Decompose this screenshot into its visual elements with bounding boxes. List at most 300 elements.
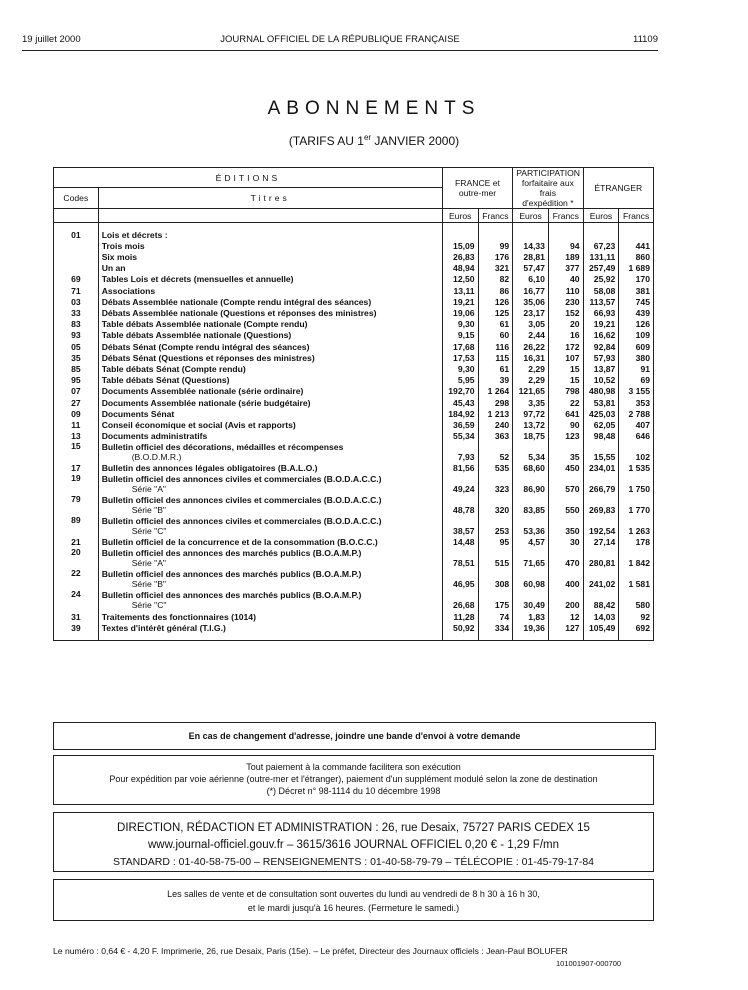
- row-value: 192,70: [442, 385, 478, 396]
- row-value: 9,15: [442, 329, 478, 340]
- row-value: 13,72: [513, 419, 549, 430]
- row-value: 74: [478, 610, 513, 621]
- row-title-text: Documents Assemblée nationale (série budgétaire): [101, 397, 311, 408]
- row-value: 53,36: [513, 515, 549, 536]
- payment-line: Tout paiement à la commande facilitera son exécution: [246, 762, 461, 772]
- row-code: [54, 262, 99, 273]
- row-code: 09: [54, 408, 99, 419]
- row-title-text: Débats Assemblée nationale (Questions et réponses des ministres): [101, 308, 377, 318]
- row-title-text: Documents administratifs: [101, 431, 208, 442]
- row-value: 86,90: [513, 473, 549, 494]
- row-code: 95: [54, 374, 99, 385]
- row-value: 67,23: [583, 240, 619, 251]
- row-value: 10,52: [583, 374, 619, 385]
- row-title: [98, 536, 442, 547]
- row-value: 16,77: [513, 284, 549, 295]
- row-value: 107: [548, 352, 583, 363]
- row-value: 35,06: [513, 296, 549, 307]
- row-value: 38,57: [442, 515, 478, 536]
- sales-line: Les salles de vente et de consultation sont ouvertes du lundi au vendredi de 8 h 30 à 16 h 30,: [167, 889, 540, 899]
- row-value: 48,94: [442, 262, 478, 273]
- row-subtitle: Série "A": [131, 484, 166, 495]
- row-value: 19,06: [442, 307, 478, 318]
- row-value: 18,75: [513, 430, 549, 441]
- row-value: 480,98: [583, 385, 619, 396]
- row-value: 57,47: [513, 262, 549, 273]
- row-title: [98, 622, 442, 633]
- row-title: Un an: [98, 262, 442, 273]
- row-value: 15,09: [442, 240, 478, 251]
- row-value: 9,30: [442, 318, 478, 329]
- row-value: 35: [548, 441, 583, 462]
- row-title: [98, 318, 442, 329]
- row-value: 78,51: [442, 547, 478, 568]
- row-code: 79: [54, 494, 99, 515]
- row-code: 11: [54, 419, 99, 430]
- row-value: 61: [478, 363, 513, 374]
- table-row: [54, 396, 654, 407]
- row-value: 334: [478, 622, 513, 633]
- table-row: [54, 419, 654, 430]
- row-value: 470: [548, 547, 583, 568]
- imprint-footer: Le numéro : 0,64 € - 4,20 F. Imprimerie, 26, rue Desaix, Paris (15e). – Le préfet, Directeur des Journaux officiels : Jean-Paul BOLUFER: [53, 946, 568, 956]
- row-code: 21: [54, 536, 99, 547]
- row-value: [478, 229, 513, 240]
- row-value: 99: [478, 240, 513, 251]
- row-title: [98, 441, 442, 462]
- titres-header: Titres: [98, 188, 442, 209]
- page-subtitle: (TARIFS AU 1er JANVIER 2000): [288, 133, 460, 148]
- row-value: 40: [548, 273, 583, 284]
- row-title-text: Conseil économique et social (Avis et rapports): [101, 419, 296, 430]
- row-value: 240: [478, 419, 513, 430]
- row-value: 269,83: [583, 494, 619, 515]
- row-value: 14,33: [513, 240, 549, 251]
- row-value: 16,31: [513, 352, 549, 363]
- row-code: 07: [54, 385, 99, 396]
- units-row: [54, 209, 654, 223]
- row-value: 441: [619, 240, 654, 251]
- editions-header: ÉDITIONS: [54, 168, 443, 188]
- row-title: [98, 385, 442, 396]
- row-value: [442, 229, 478, 240]
- row-value: 2,44: [513, 329, 549, 340]
- row-value: 266,79: [583, 473, 619, 494]
- row-value: 381: [619, 284, 654, 295]
- row-code: 20: [54, 547, 99, 568]
- row-value: 88,42: [583, 589, 619, 610]
- row-value: 234,01: [583, 462, 619, 473]
- row-value: 350: [548, 515, 583, 536]
- row-value: [548, 229, 583, 240]
- journal-name: JOURNAL OFFICIEL DE LA RÉPUBLIQUE FRANÇAISE: [220, 34, 460, 45]
- row-value: 1 689: [619, 262, 654, 273]
- row-title: [98, 396, 442, 407]
- table-row: [54, 318, 654, 329]
- row-value: 6,10: [513, 273, 549, 284]
- row-value: 176: [478, 251, 513, 262]
- row-value: 115: [478, 352, 513, 363]
- row-value: 407: [619, 419, 654, 430]
- row-value: 50,92: [442, 622, 478, 633]
- row-value: 13,11: [442, 284, 478, 295]
- row-value: 66,93: [583, 307, 619, 318]
- direction-web: www.journal-officiel.gouv.fr – 3615/3616 JOURNAL OFFICIEL 0,20 € - 1,29 F/mn: [148, 839, 559, 851]
- row-value: 550: [548, 494, 583, 515]
- row-code: 01: [54, 229, 99, 240]
- table-row: [54, 515, 654, 536]
- row-title-text: Débats Assemblée nationale (Compte rendu intégral des séances): [101, 296, 372, 307]
- row-value: 102: [619, 441, 654, 462]
- row-code: 22: [54, 568, 99, 589]
- row-value: 19,36: [513, 622, 549, 633]
- row-value: 95: [478, 536, 513, 547]
- table-row: [54, 568, 654, 589]
- row-value: 257,49: [583, 262, 619, 273]
- row-value: 580: [619, 589, 654, 610]
- row-value: 57,93: [583, 352, 619, 363]
- row-value: 1 535: [619, 462, 654, 473]
- header-rule: [22, 50, 658, 51]
- table-row: [54, 441, 654, 462]
- codes-header: Codes: [54, 188, 99, 209]
- page-title: ABONNEMENTS: [267, 98, 481, 119]
- row-value: 353: [619, 396, 654, 407]
- row-title: [98, 363, 442, 374]
- row-title-text: Traitements des fonctionnaires (1014): [101, 611, 256, 622]
- row-subtitle: Série "C": [131, 600, 167, 611]
- row-value: 116: [478, 340, 513, 351]
- unit-francs: Francs: [548, 209, 583, 223]
- row-value: 450: [548, 462, 583, 473]
- row-value: 380: [619, 352, 654, 363]
- row-value: 1 264: [478, 385, 513, 396]
- row-value: 400: [548, 568, 583, 589]
- row-value: 69: [619, 374, 654, 385]
- row-value: 20: [548, 318, 583, 329]
- row-value: 646: [619, 430, 654, 441]
- row-title: [98, 340, 442, 351]
- row-value: 1 842: [619, 547, 654, 568]
- row-value: 53,81: [583, 396, 619, 407]
- row-value: 172: [548, 340, 583, 351]
- row-title: [98, 473, 442, 494]
- unit-euros: Euros: [442, 209, 478, 223]
- row-value: 5,95: [442, 374, 478, 385]
- row-value: 126: [478, 296, 513, 307]
- running-header: [22, 34, 658, 48]
- row-value: 200: [548, 589, 583, 610]
- row-value: 308: [478, 568, 513, 589]
- unit-francs: Francs: [619, 209, 654, 223]
- row-title-text: Tables Lois et décrets (mensuelles et annuelle): [101, 274, 294, 285]
- row-value: 86: [478, 284, 513, 295]
- row-title-text: Associations: [101, 285, 156, 296]
- table-row: [54, 374, 654, 385]
- row-value: 439: [619, 307, 654, 318]
- row-value: 46,95: [442, 568, 478, 589]
- row-value: 14,48: [442, 536, 478, 547]
- row-title: [98, 352, 442, 363]
- row-value: 12: [548, 610, 583, 621]
- row-title: Lois et décrets :: [98, 229, 442, 240]
- row-title-text: Bulletin officiel de la concurrence et de la consommation (B.O.C.C.): [101, 537, 378, 548]
- row-value: [513, 229, 549, 240]
- row-value: 109: [619, 329, 654, 340]
- row-value: 1 263: [619, 515, 654, 536]
- row-title-text: Table débats Sénat (Questions): [101, 375, 230, 386]
- row-value: 1 750: [619, 473, 654, 494]
- row-title-text: Table débats Assemblée nationale (Compte rendu): [101, 319, 308, 330]
- address-change-notice: En cas de changement d'adresse, joindre une bande d'envoi à votre demande: [53, 722, 656, 750]
- row-value: 105,49: [583, 622, 619, 633]
- row-value: 19,21: [583, 318, 619, 329]
- row-subtitle: Série "B": [131, 505, 166, 516]
- row-value: 323: [478, 473, 513, 494]
- row-value: 125: [478, 307, 513, 318]
- row-title-text: Bulletin officiel des annonces civiles et commerciales (B.O.D.A.C.C.): [101, 516, 382, 527]
- table-row: [54, 622, 654, 633]
- table-row: [54, 352, 654, 363]
- row-code: 17: [54, 462, 99, 473]
- row-title-text: Table débats Assemblée nationale (Questions): [101, 330, 292, 341]
- row-code: 03: [54, 296, 99, 307]
- row-title: [98, 589, 442, 610]
- unit-euros: Euros: [583, 209, 619, 223]
- row-value: 52: [478, 441, 513, 462]
- row-value: 3,35: [513, 396, 549, 407]
- row-value: 83,85: [513, 494, 549, 515]
- row-title: [98, 568, 442, 589]
- row-value: 36,59: [442, 419, 478, 430]
- row-title: [98, 547, 442, 568]
- row-code: 31: [54, 610, 99, 621]
- row-value: 92,84: [583, 340, 619, 351]
- table-row: [54, 273, 654, 284]
- row-title-text: Bulletin officiel des décorations, médailles et récompenses: [101, 442, 344, 453]
- table-row: [54, 284, 654, 295]
- row-code: 19: [54, 473, 99, 494]
- row-code: 39: [54, 622, 99, 633]
- row-code: [54, 251, 99, 262]
- row-code: 24: [54, 589, 99, 610]
- row-value: 28,81: [513, 251, 549, 262]
- table-row: [54, 240, 654, 251]
- row-value: 48,78: [442, 494, 478, 515]
- row-value: 253: [478, 515, 513, 536]
- row-value: 175: [478, 589, 513, 610]
- row-title-text: Bulletin officiel des annonces des marchés publics (B.O.A.M.P.): [101, 569, 362, 580]
- row-value: 2,29: [513, 374, 549, 385]
- row-value: 1 581: [619, 568, 654, 589]
- row-value: 90: [548, 419, 583, 430]
- row-title: [98, 494, 442, 515]
- row-title: [98, 610, 442, 621]
- row-code: 83: [54, 318, 99, 329]
- row-value: 609: [619, 340, 654, 351]
- row-title-text: Débats Sénat (Compte rendu intégral des séances): [101, 341, 310, 352]
- row-value: 363: [478, 430, 513, 441]
- row-code: 69: [54, 273, 99, 284]
- row-value: 178: [619, 536, 654, 547]
- direction-address: DIRECTION, RÉDACTION ET ADMINISTRATION : 26, rue Desaix, 75727 PARIS CEDEX 15: [117, 822, 590, 834]
- row-title: [98, 374, 442, 385]
- row-code: 89: [54, 515, 99, 536]
- row-value: 515: [478, 547, 513, 568]
- unit-euros: Euros: [513, 209, 549, 223]
- row-value: 98,48: [583, 430, 619, 441]
- row-title-text: Textes d'intérêt général (T.I.G.): [101, 622, 226, 633]
- row-value: 17,68: [442, 340, 478, 351]
- payment-notice: [53, 755, 654, 805]
- row-value: 15: [548, 363, 583, 374]
- row-title-text: Documents Assemblée nationale (série ordinaire): [101, 386, 304, 397]
- row-code: 93: [54, 329, 99, 340]
- page-number: 11109: [632, 34, 658, 45]
- row-title-text: Table débats Sénat (Compte rendu): [101, 363, 246, 374]
- row-value: 1 213: [478, 408, 513, 419]
- participation-header: PARTICIPATION forfaitaire aux frais d'expédition *: [513, 168, 583, 209]
- row-value: 55,34: [442, 430, 478, 441]
- table-row: [54, 430, 654, 441]
- table-row: [54, 329, 654, 340]
- table-body: [54, 223, 654, 641]
- row-title: [98, 307, 442, 318]
- subscription-table: [53, 167, 654, 641]
- table-row: [54, 229, 654, 240]
- row-value: 60: [478, 329, 513, 340]
- sales-hours-box: [53, 879, 654, 921]
- row-value: 192,54: [583, 515, 619, 536]
- row-value: 15,55: [583, 441, 619, 462]
- row-value: 13,87: [583, 363, 619, 374]
- table-row: [54, 610, 654, 621]
- table-row: [54, 296, 654, 307]
- row-value: 71,65: [513, 547, 549, 568]
- table-row: [54, 340, 654, 351]
- row-value: 692: [619, 622, 654, 633]
- table-row: [54, 408, 654, 419]
- row-title: [98, 273, 442, 284]
- row-title-text: Bulletin des annonces légales obligatoires (B.A.L.O.): [101, 463, 318, 474]
- row-code: 13: [54, 430, 99, 441]
- row-value: 113,57: [583, 296, 619, 307]
- row-value: [619, 229, 654, 240]
- row-title-text: Bulletin officiel des annonces civiles et commerciales (B.O.D.A.C.C.): [101, 474, 382, 485]
- table-row: [54, 307, 654, 318]
- row-value: 30: [548, 536, 583, 547]
- row-subtitle: Série "A": [131, 558, 166, 569]
- direction-box: [53, 812, 654, 872]
- france-header: FRANCE et outre-mer: [442, 168, 512, 209]
- row-value: 241,02: [583, 568, 619, 589]
- row-title-text: Débats Sénat (Questions et réponses des ministres): [101, 352, 315, 363]
- row-title: [98, 296, 442, 307]
- row-value: 25,92: [583, 273, 619, 284]
- row-title-text: Bulletin officiel des annonces des marchés publics (B.O.A.M.P.): [101, 590, 362, 601]
- airmail-line: Pour expédition par voie aérienne (outre-mer et l'étranger), paiement d'un supplément modulé selon la zone de destination: [109, 774, 598, 784]
- table-row: [54, 536, 654, 547]
- row-value: 26,22: [513, 340, 549, 351]
- unit-francs: Francs: [478, 209, 513, 223]
- row-value: 425,03: [583, 408, 619, 419]
- row-value: 2,29: [513, 363, 549, 374]
- row-value: 39: [478, 374, 513, 385]
- row-value: 798: [548, 385, 583, 396]
- row-value: 280,81: [583, 547, 619, 568]
- row-value: 5,34: [513, 441, 549, 462]
- row-value: 16,62: [583, 329, 619, 340]
- row-value: 26,68: [442, 589, 478, 610]
- sales-line: et le mardi jusqu'à 16 heures. (Fermeture le samedi.): [247, 903, 460, 913]
- row-value: 27,14: [583, 536, 619, 547]
- row-value: 22: [548, 396, 583, 407]
- row-code: 33: [54, 307, 99, 318]
- row-value: 45,43: [442, 396, 478, 407]
- row-code: 71: [54, 284, 99, 295]
- table-row: [54, 462, 654, 473]
- table-row: [54, 363, 654, 374]
- row-value: 91: [619, 363, 654, 374]
- row-value: 641: [548, 408, 583, 419]
- row-value: 62,05: [583, 419, 619, 430]
- row-title: [98, 515, 442, 536]
- row-value: 860: [619, 251, 654, 262]
- row-value: 12,50: [442, 273, 478, 284]
- row-value: 321: [478, 262, 513, 273]
- row-title: Trois mois: [98, 240, 442, 251]
- row-code: [54, 240, 99, 251]
- row-value: 68,60: [513, 462, 549, 473]
- row-value: 14,03: [583, 610, 619, 621]
- row-value: [583, 229, 619, 240]
- row-value: 320: [478, 494, 513, 515]
- table-row: [54, 547, 654, 568]
- row-value: 16: [548, 329, 583, 340]
- row-value: 123: [548, 430, 583, 441]
- row-value: 298: [478, 396, 513, 407]
- row-value: 97,72: [513, 408, 549, 419]
- row-value: 26,83: [442, 251, 478, 262]
- row-title: Six mois: [98, 251, 442, 262]
- row-value: 81,56: [442, 462, 478, 473]
- row-value: 131,11: [583, 251, 619, 262]
- decree-line: (*) Décret n° 98-1114 du 10 décembre 1998: [266, 786, 441, 796]
- row-subtitle: Série "B": [131, 579, 166, 590]
- row-value: 9,30: [442, 363, 478, 374]
- row-value: 3,05: [513, 318, 549, 329]
- row-value: 184,92: [442, 408, 478, 419]
- row-code: 15: [54, 441, 99, 462]
- table-row: [54, 589, 654, 610]
- row-value: 49,24: [442, 473, 478, 494]
- reference-number: 101001907-000700: [556, 959, 622, 968]
- row-value: 92: [619, 610, 654, 621]
- row-code: 05: [54, 340, 99, 351]
- row-title: [98, 329, 442, 340]
- row-value: 17,53: [442, 352, 478, 363]
- row-title-text: Bulletin officiel des annonces civiles et commerciales (B.O.D.A.C.C.): [101, 495, 382, 506]
- table-row: [54, 473, 654, 494]
- row-value: 230: [548, 296, 583, 307]
- row-value: 121,65: [513, 385, 549, 396]
- row-title: [98, 284, 442, 295]
- row-value: 189: [548, 251, 583, 262]
- row-value: 152: [548, 307, 583, 318]
- row-value: 61: [478, 318, 513, 329]
- row-value: 570: [548, 473, 583, 494]
- row-value: 11,28: [442, 610, 478, 621]
